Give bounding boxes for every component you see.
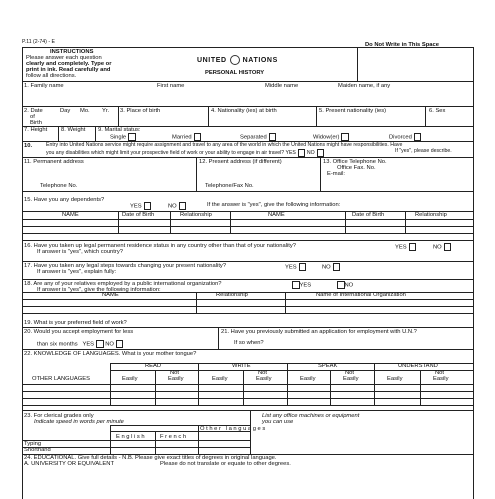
row20-top — [22, 327, 474, 328]
read-not-easily: Easily — [168, 376, 184, 382]
r2-div4 — [425, 106, 426, 126]
dob-of-label: of — [30, 114, 35, 120]
un-title — [197, 55, 278, 65]
dep-header-top — [22, 211, 474, 212]
lang-understand: UNDERSTAND — [398, 363, 438, 369]
dep-v4 — [345, 211, 346, 233]
q10-yes-checkbox[interactable] — [298, 149, 306, 157]
first-name-label: First name — [157, 83, 185, 89]
r3-div2 — [95, 126, 96, 141]
r3-div1 — [58, 126, 59, 141]
q23-typing: Typing — [24, 441, 42, 447]
row23-top — [22, 410, 474, 411]
q24-line-3: Please do not translate or equate to other degrees. — [160, 461, 291, 467]
marital-single — [110, 133, 136, 141]
q15-yes-checkbox[interactable] — [144, 202, 152, 210]
lang-v5 — [330, 370, 331, 405]
row17-top — [22, 261, 474, 262]
single-checkbox[interactable] — [128, 133, 136, 141]
date-of-birth-label: 2. Date — [24, 108, 43, 114]
marital-divorced — [389, 133, 421, 141]
dep-row-3 — [22, 233, 474, 234]
dep-col-dob-2: Date of Birth — [352, 212, 385, 218]
lang-speak: SPEAK — [318, 363, 338, 369]
marital-married — [172, 133, 201, 141]
sex-label: 6. Sex — [429, 108, 446, 114]
q10-if-yes: If "yes", please describe. — [395, 148, 452, 154]
rel-col-org: Name of International Organization — [316, 292, 406, 298]
speed-lang-row — [110, 431, 250, 432]
form-code: P.11 (2-74) - E — [22, 39, 55, 45]
lang-read: READ — [145, 363, 162, 369]
speed-row-2 — [22, 447, 250, 448]
lang-row-3 — [22, 398, 474, 399]
married-checkbox[interactable] — [194, 133, 202, 141]
r11-div2 — [320, 157, 321, 191]
lang-v4 — [287, 363, 288, 405]
row22-top — [22, 349, 474, 350]
dob-day-label: Day — [60, 108, 71, 114]
dep-v3 — [230, 211, 231, 233]
q18-no-label: NO — [344, 282, 354, 289]
q20-yes-checkbox[interactable] — [96, 340, 104, 348]
dep-col-rel-1: Relationship — [180, 212, 212, 218]
q18-yes — [290, 281, 311, 289]
speak-easily: Easily — [300, 376, 316, 382]
family-name-label: 1. Family name — [24, 83, 64, 89]
q17-line-1: 17. Have you taken any legal steps towards changing your present nationality? — [24, 263, 227, 269]
other-languages-label: OTHER LANGUAGES — [32, 376, 90, 382]
write-easily: Easily — [212, 376, 228, 382]
q18-yes-label: YES — [299, 282, 312, 289]
q18-line-1: 18. Are any of your relatives employed by a public international organization? — [24, 281, 222, 287]
speak-not: Not — [345, 370, 355, 376]
q17-yes-label: YES — [285, 264, 297, 271]
q23-can-use: you can use — [262, 419, 294, 425]
q16-no-label: NO — [433, 244, 442, 251]
q16-yes-checkbox[interactable] — [409, 243, 417, 251]
lang-v1 — [155, 370, 156, 405]
r11-div1 — [196, 157, 197, 191]
speed-v3 — [198, 425, 199, 454]
row16-top — [22, 240, 474, 241]
instructions-line-3: print in ink. Read carefully and — [26, 67, 111, 73]
rel-col-relationship: Relationship — [216, 292, 248, 298]
row3-top — [22, 126, 474, 127]
marital-widow — [313, 133, 349, 141]
speed-v1 — [110, 425, 111, 454]
maiden-name-label: Maiden name, if any — [338, 83, 391, 89]
q23-french: French — [160, 434, 188, 440]
lang-row-1 — [22, 384, 474, 385]
q23-list: List any office machines or equipment — [262, 413, 360, 419]
lang-v3 — [243, 370, 244, 405]
dep-row-1 — [22, 219, 474, 220]
q17-line-2: If answer is "yes", explain fully: — [37, 269, 117, 275]
dob-month-label: Mo. — [80, 108, 90, 114]
q18-no — [335, 281, 353, 289]
q16-no-checkbox[interactable] — [444, 243, 452, 251]
q19-label: 19. What is your preferred field of work? — [24, 320, 127, 326]
marital-divorced-label: Divorced — [389, 134, 412, 141]
marital-separated — [240, 133, 276, 141]
permanent-address-label: 11. Permanent address — [24, 159, 84, 165]
place-of-birth-label: 3. Place of birth — [120, 108, 161, 114]
rel-row-1 — [22, 299, 474, 300]
write-not: Not — [258, 370, 268, 376]
rel-v2 — [285, 292, 286, 313]
q15-yes-label: YES — [130, 203, 142, 210]
un-emblem-icon — [230, 55, 240, 65]
q18-line-2: If answer is "yes", give the following information: — [37, 287, 161, 293]
r2-div3 — [316, 106, 317, 126]
q16-yes — [395, 243, 416, 251]
marital-widow-label: Widow(er) — [313, 134, 340, 141]
q10-line-1: Entry into United Nations service might require assignment and travel to any area of the world in which the United Nations might have responsibilities. Have — [46, 142, 403, 148]
q20-no-checkbox[interactable] — [116, 340, 124, 348]
marital-status-label: 9. Marital status: — [98, 127, 141, 133]
q15-no-label: NO — [168, 203, 177, 210]
instructions-line-2: clearly and completely. Type or — [26, 61, 112, 67]
q15-no-checkbox[interactable] — [179, 202, 187, 210]
lang-v0 — [110, 363, 111, 405]
q16-no — [433, 243, 451, 251]
q22-line-1: 22. KNOWLEDGE OF LANGUAGES. What is your mother tongue? — [24, 351, 197, 357]
q10-no-label: NO — [306, 150, 315, 157]
present-nationality-label: 5. Present nationality (ies) — [319, 108, 387, 114]
dep-col-name-2: NAME — [268, 212, 285, 218]
rel-col-name: NAME — [102, 292, 119, 298]
q17-yes-checkbox[interactable] — [299, 263, 307, 271]
q10-line-2 — [46, 149, 324, 157]
q10-no-checkbox[interactable] — [317, 149, 325, 157]
q15-no — [168, 202, 186, 210]
q20-line-1: 20. Would you accept employment for less — [24, 329, 134, 335]
lang-v7 — [420, 370, 421, 405]
office-fax-label: Office Fax. No. — [337, 165, 376, 171]
un-title-right: NATIONS — [242, 56, 278, 64]
q24-line-2: A. UNIVERSITY OR EQUIVALENT — [24, 461, 114, 467]
speak-not-easily: Easily — [343, 376, 359, 382]
instructions-line-1: Please answer each question — [26, 55, 102, 61]
r20-div — [218, 327, 219, 349]
separated-checkbox[interactable] — [269, 133, 277, 141]
instructions-title: INSTRUCTIONS — [50, 49, 94, 55]
present-telephone-label: Telephone/Fax No. — [205, 183, 254, 189]
dep-row-2 — [22, 226, 474, 227]
q23-english: English — [116, 434, 147, 440]
un-title-left: UNITED — [197, 56, 227, 64]
do-not-write-label: Do Not Write in This Space — [365, 42, 439, 48]
marital-separated-label: Separated — [240, 134, 267, 141]
height-label: 7. Height — [24, 127, 48, 133]
rel-row-2 — [22, 306, 474, 307]
dep-col-rel-2: Relationship — [415, 212, 447, 218]
lang-row-4 — [22, 405, 474, 406]
speed-row-1 — [22, 440, 250, 441]
q16-yes-label: YES — [395, 244, 407, 251]
row18-top — [22, 279, 474, 280]
q16-line-2: If answer is "yes", which country? — [37, 249, 123, 255]
dep-col-name-1: NAME — [62, 212, 79, 218]
dep-v1 — [118, 211, 119, 233]
row15-top — [22, 191, 474, 192]
understand-easily: Easily — [387, 376, 403, 382]
understand-not-easily: Easily — [433, 376, 449, 382]
q15-yes — [130, 202, 151, 210]
q20-line-2 — [37, 340, 123, 348]
q18-no-checkbox[interactable] — [337, 281, 345, 289]
lang-write: WRITE — [232, 363, 251, 369]
speed-v4 — [250, 410, 251, 454]
r2-div2 — [208, 106, 209, 126]
right-border — [473, 47, 474, 499]
marital-married-label: Married — [172, 134, 192, 141]
nationality-at-birth-label: 4. Nationality (ies) at birth — [211, 108, 277, 114]
q17-no-label: NO — [322, 264, 331, 271]
q21-line-1: 21. Have you previously submitted an application for employment with U.N.? — [221, 329, 417, 335]
row11-top — [22, 157, 474, 158]
lang-row-2 — [22, 391, 474, 392]
left-border — [22, 47, 23, 499]
email-label: E-mail: — [327, 171, 346, 177]
row1-top — [22, 81, 474, 82]
q18-yes-checkbox[interactable] — [292, 281, 300, 289]
q23-line-1: 23. For clerical grades only — [24, 413, 94, 419]
r2-div1 — [118, 106, 119, 126]
q23-other-languages: Other languages — [200, 426, 267, 432]
q15-if-yes: If the answer is "yes", give the following information: — [207, 202, 341, 208]
header-divider — [357, 47, 358, 81]
q17-no — [322, 263, 340, 271]
widow-checkbox[interactable] — [341, 133, 349, 141]
row19-top — [22, 313, 474, 314]
permanent-telephone-label: Telephone No. — [40, 183, 78, 189]
q23-line-2: Indicate speed in words per minute — [34, 419, 124, 425]
q24-line-1: 24. EDUCATIONAL. Give full details - N.B. Please give exact titles of degrees in original language. — [24, 455, 277, 461]
dep-col-dob-1: Date of Birth — [122, 212, 155, 218]
dep-v5 — [405, 211, 406, 233]
q21-line-2: If so when? — [234, 340, 264, 346]
q10-line-2-text: you any disabilities which might limit your prospective field of work or your ability to engage in air travel? YES — [46, 150, 296, 157]
q17-no-checkbox[interactable] — [333, 263, 341, 271]
form-subtitle: PERSONAL HISTORY — [205, 70, 265, 76]
present-address-label: 12. Present address (if different) — [199, 159, 282, 165]
q20-line-2-text: than six months — [37, 341, 78, 348]
weight-label: 8. Weight — [61, 127, 86, 133]
q23-shorthand: Shorthand — [24, 447, 51, 453]
marital-single-label: Single — [110, 134, 127, 141]
office-telephone-label: 13. Office Telephone No. — [323, 159, 387, 165]
read-easily: Easily — [122, 376, 138, 382]
q20-no-label: NO — [105, 341, 114, 348]
q15-label: 15. Have you any dependents? — [24, 197, 105, 203]
q10-number: 10. — [24, 143, 33, 149]
dep-v2 — [170, 211, 171, 233]
understand-not: Not — [435, 370, 445, 376]
read-not: Not — [170, 370, 180, 376]
q20-yes-label: YES — [82, 341, 95, 348]
instructions-line-4: follow all directions. — [26, 73, 77, 79]
lang-v6 — [374, 363, 375, 405]
divorced-checkbox[interactable] — [414, 133, 422, 141]
lang-v2 — [198, 363, 199, 405]
q17-yes — [285, 263, 306, 271]
dob-year-label: Yr. — [102, 108, 110, 114]
q16-line-1: 16. Have you taken up legal permanent residence status in any country other than that of your nationality? — [24, 243, 296, 249]
rel-v1 — [196, 292, 197, 313]
write-not-easily: Easily — [256, 376, 272, 382]
speed-v2 — [155, 431, 156, 454]
rel-header-top — [22, 292, 474, 293]
dob-birth-label: Birth — [30, 120, 42, 126]
row2-top — [22, 106, 474, 107]
middle-name-label: Middle name — [265, 83, 299, 89]
